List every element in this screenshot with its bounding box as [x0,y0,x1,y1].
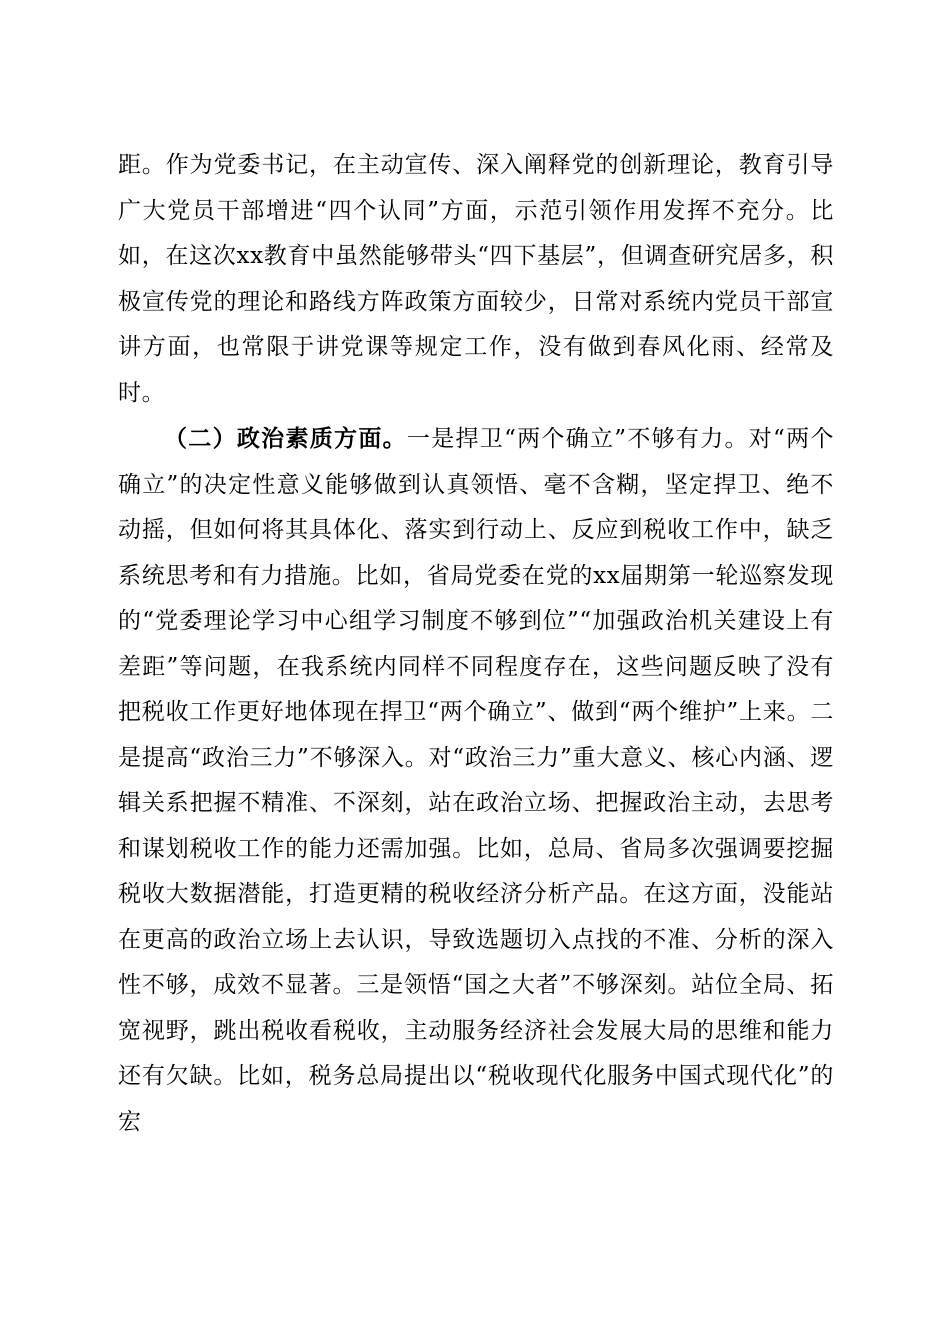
paragraph-2 [118,416,834,1145]
document-body [118,143,834,1145]
paragraph-1: 距。作为党委书记，在主动宣传、深入阐释党的创新理论，教育引导广大党员干部增进“四个认同”方面，示范引领作用发挥不充分。比如，在这次xx教育中虽然能够带头“四下基层”，但调查研究居多，积极宣传党的理论和路线方阵政策方面较少，日常对系统内党员干部宣讲方面，也常限于讲党课等规定工作，没有做到春风化雨、经常及时。 [118,152,834,406]
section-heading: （二）政治素质方面。 [164,425,407,452]
paragraph-2-body: 一是捍卫“两个确立”不够有力。对“两个确立”的决定性意义能够做到认真领悟、毫不含糊，坚定捍卫、绝不动摇，但如何将其具体化、落实到行动上、反应到税收工作中，缺乏系统思考和有力措施。比如，省局党委在党的xx届期第一轮巡察发现的“党委理论学习中心组学习制度不够到位”“加强政治机关建设上有差距”等问题，在我系统内同样不同程度存在，这些问题反映了没有把税收工作更好地体现在捍卫“两个确立”、做到“两个维护”上来。二是提高“政治三力”不够深入。对“政治三力”重大意义、核心内涵、逻辑关系把握不精准、不深刻，站在政治立场、把握政治主动，去思考和谋划税收工作的能力还需加强。比如，总局、省局多次强调要挖掘税收大数据潜能，打造更精的税收经济分析产品。在这方面，没能站在更高的政治立场上去认识，导致选题切入点找的不准、分析的深入性不够，成效不显著。三是领悟“国之大者”不够深刻。站位全局、拓宽视野，跳出税收看税收，主动服务经济社会发展大局的思维和能力还有欠缺。比如，税务总局提出以“税收现代化服务中国式现代化”的宏 [118,426,834,1135]
